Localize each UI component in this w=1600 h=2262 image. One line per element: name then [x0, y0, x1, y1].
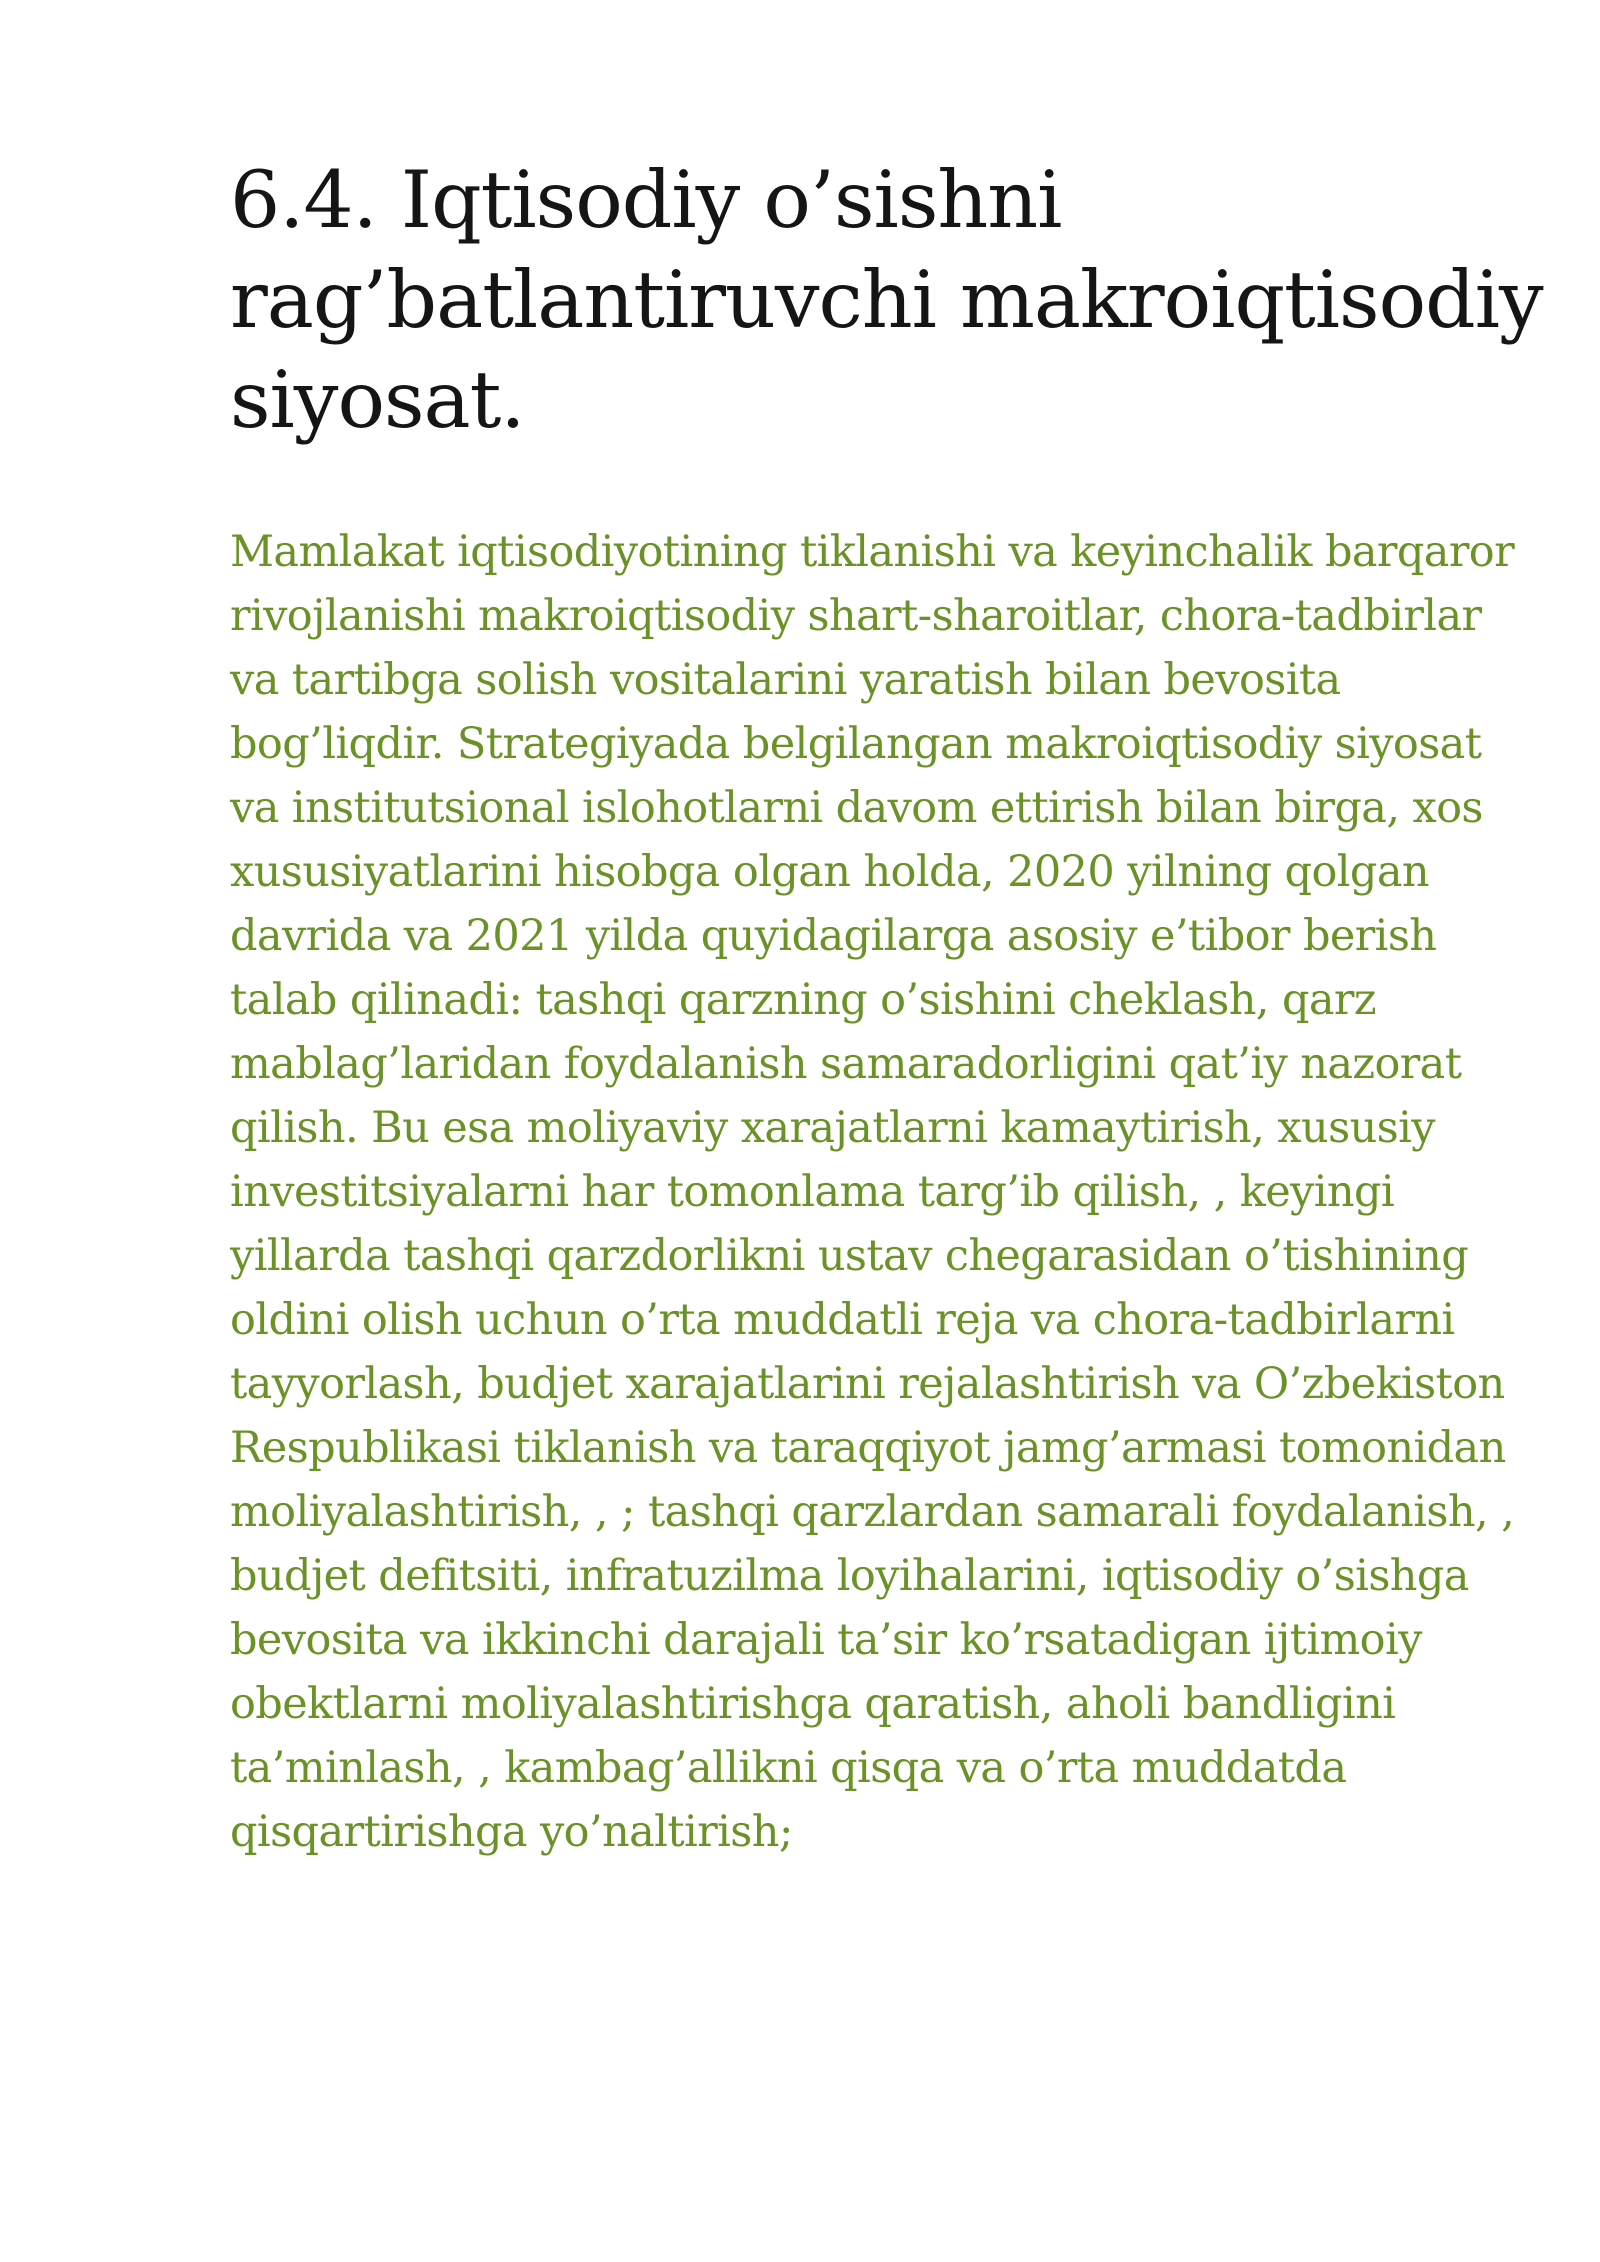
paragraph-line: bevosita va ikkinchi darajali ta’sir ko’rsatadigan ijtimoiy: [230, 1615, 1422, 1665]
paragraph-line: Respublikasi tiklanish va taraqqiyot jamg’armasi tomonidan: [230, 1423, 1506, 1473]
section-heading: [230, 150, 1543, 450]
paragraph-line: rivojlanishi makroiqtisodiy shart-sharoitlar, chora-tadbirlar: [230, 591, 1482, 641]
paragraph-line: obektlarni moliyalashtirishga qaratish, aholi bandligini: [230, 1679, 1396, 1729]
heading-line: 6.4. Iqtisodiy o’sishni: [230, 154, 1062, 246]
paragraph-line: tayyorlash, budjet xarajatlarini rejalashtirish va O’zbekiston: [230, 1359, 1505, 1409]
paragraph-line: budjet defitsiti, infratuzilma loyihalarini, iqtisodiy o’sishga: [230, 1551, 1469, 1601]
heading-line: siyosat.: [230, 354, 525, 446]
document-page: [230, 150, 1543, 1864]
paragraph-line: xususiyatlarini hisobga olgan holda, 2020 yilning qolgan: [230, 847, 1429, 897]
paragraph-line: oldini olish uchun o’rta muddatli reja va chora-tadbirlarni: [230, 1295, 1455, 1345]
paragraph-line: moliyalashtirish, , ; tashqi qarzlardan samarali foydalanish, ,: [230, 1487, 1515, 1537]
paragraph-line: Mamlakat iqtisodiyotining tiklanishi va keyinchalik barqaror: [230, 527, 1515, 577]
paragraph-line: mablag’laridan foydalanish samaradorligini qat’iy nazorat: [230, 1039, 1462, 1089]
section-paragraph: [230, 520, 1520, 1864]
paragraph-line: qisqartirishga yo’naltirish;: [230, 1807, 793, 1857]
paragraph-line: bog’liqdir. Strategiyada belgilangan makroiqtisodiy siyosat: [230, 719, 1482, 769]
paragraph-line: va tartibga solish vositalarini yaratish bilan bevosita: [230, 655, 1341, 705]
paragraph-line: davrida va 2021 yilda quyidagilarga asosiy e’tibor berish: [230, 911, 1437, 961]
paragraph-line: yillarda tashqi qarzdorlikni ustav chegarasidan o’tishining: [230, 1231, 1469, 1281]
heading-line: rag’batlantiruvchi makroiqtisodiy: [230, 254, 1543, 346]
paragraph-line: talab qilinadi: tashqi qarzning o’sishini cheklash, qarz: [230, 975, 1376, 1025]
paragraph-line: investitsiyalarni har tomonlama targ’ib qilish, , keyingi: [230, 1167, 1395, 1217]
paragraph-line: va institutsional islohotlarni davom ettirish bilan birga, xos: [230, 783, 1483, 833]
paragraph-line: ta’minlash, , kambag’allikni qisqa va o’rta muddatda: [230, 1743, 1347, 1793]
paragraph-line: qilish. Bu esa moliyaviy xarajatlarni kamaytirish, xususiy: [230, 1103, 1435, 1153]
